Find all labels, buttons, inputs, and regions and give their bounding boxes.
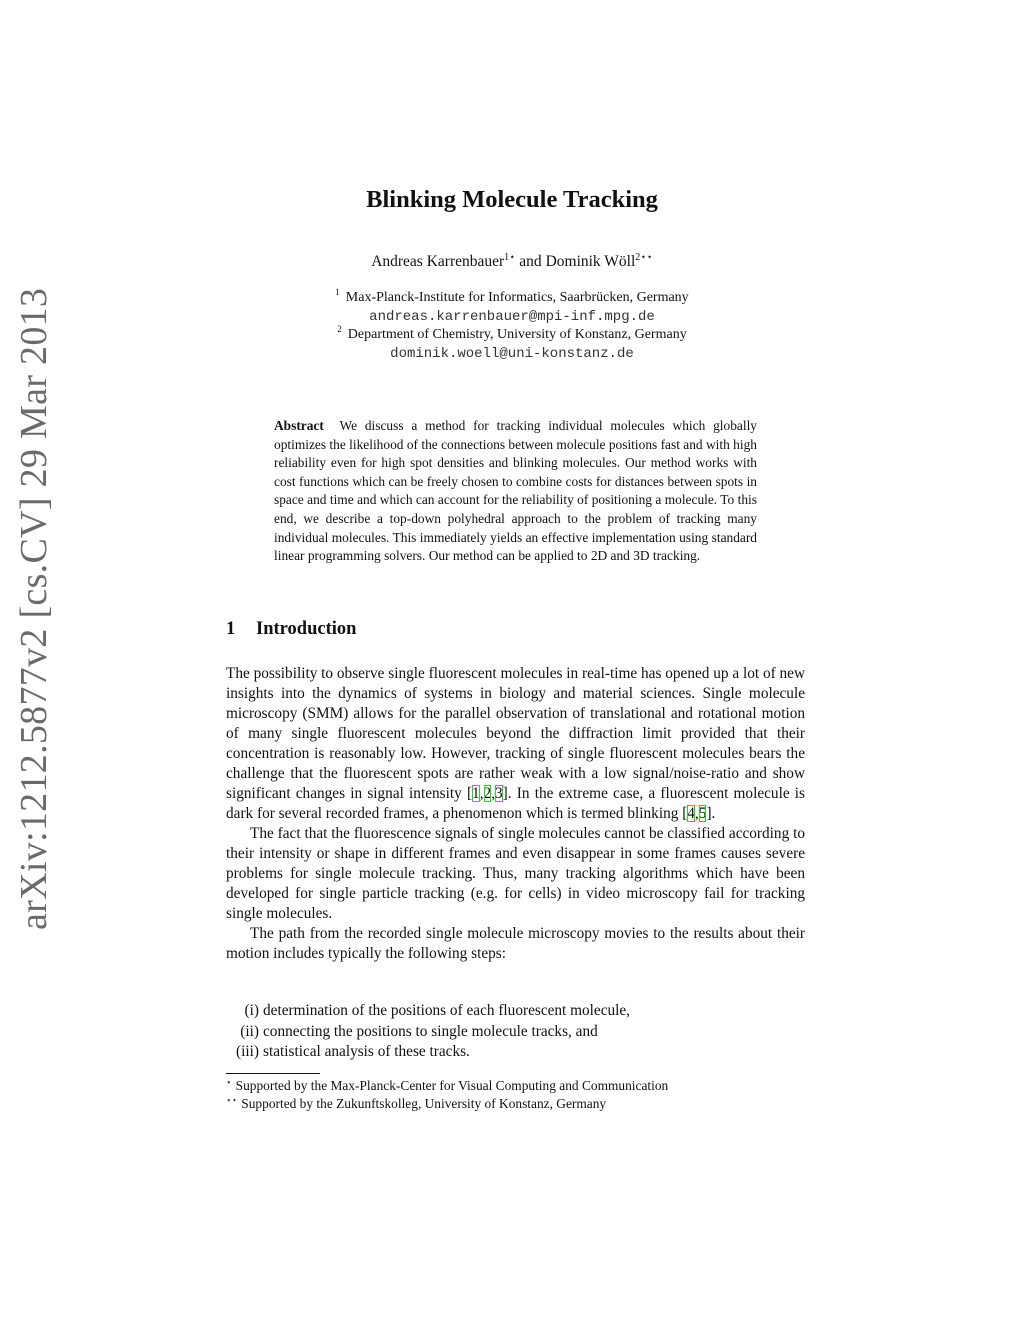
footnotes [226, 1077, 805, 1113]
affiliation-1-institution: Max-Planck-Institute for Informatics, Saarbrücken, Germany [345, 290, 689, 305]
citation-separator: , [479, 785, 484, 802]
list-item [226, 1001, 805, 1022]
author-joiner: and [519, 253, 542, 270]
footnote [226, 1095, 805, 1113]
paragraph-1-text: The possibility to observe single fluorescent molecules in real-time has opened up a lot of new insights into the dynamics of systems in biology and material sciences. Single molecule microscopy (SMM) allows for the parallel observation of translational and rotational motion of many single fluorescent molecules beyond the diffraction limit provided that their concentration is reasonably low. However, tracking of single fluorescent molecules bears the challenge that the fluorescent spots are rather weak with a low signal/noise-ratio and show significant changes in signal intensity [ [226, 665, 806, 802]
list-item-marker: (ii) [240, 1022, 259, 1040]
list-item [226, 1042, 805, 1063]
citation-separator: , [694, 805, 699, 822]
paragraph-1 [226, 664, 805, 824]
paragraph-2: The fact that the fluorescence signals of single molecules cannot be classified according to their intensity or shape in different frames and even disappear in some frames causes severe problems for single molecule tracking. Thus, many tracking algorithms which have been developed for single particle tracking (e.g. for cells) in video microscopy fail for tracking single molecules. [226, 825, 805, 922]
author-line [0, 253, 1024, 271]
paper-title: Blinking Molecule Tracking [366, 186, 658, 213]
section-title: Introduction [256, 619, 357, 639]
author-1-name: Andreas Karrenbauer [371, 253, 505, 270]
footnote-mark: ⋆ [226, 1077, 232, 1087]
section-number: 1 [226, 619, 236, 639]
citation-link[interactable]: 1 [472, 785, 480, 802]
affiliation-2-mark: 2 [337, 324, 342, 334]
abstract-label: Abstract [274, 418, 324, 433]
citation-separator: , [491, 785, 496, 802]
list-item-text: determination of the positions of each fluorescent molecule, [263, 1002, 631, 1019]
section-heading [226, 619, 356, 640]
author-2-name: Dominik Wöll [545, 253, 636, 270]
list-item [226, 1022, 805, 1043]
paragraph-1-text-cont: ]. In the extreme case, a fluorescent molecule is dark for several recorded frames, a phenomenon which is termed blinking [ [226, 785, 806, 822]
citation-link[interactable]: 4 [687, 805, 695, 822]
introduction-body [226, 664, 805, 964]
author-2-mark: 2⋆⋆ [635, 252, 653, 263]
footnote-text: Supported by the Max-Planck-Center for Visual Computing and Communication [235, 1078, 669, 1093]
affiliation-2-email[interactable]: dominik.woell@uni-konstanz.de [390, 346, 634, 362]
abstract [274, 417, 757, 566]
author-1-mark: 1⋆ [504, 252, 516, 263]
affiliation-1-mark: 1 [335, 287, 340, 297]
list-item-marker: (iii) [236, 1043, 259, 1060]
list-item-text: statistical analysis of these tracks. [263, 1043, 470, 1060]
affiliation-2 [0, 324, 1024, 343]
arxiv-identifier: arXiv:1212.5877v2 [cs.CV] 29 Mar 2013 [13, 287, 55, 930]
affiliation-1 [0, 287, 1024, 306]
affiliation-2-institution: Department of Chemistry, University of Konstanz, Germany [347, 327, 687, 342]
footnote [226, 1077, 805, 1095]
steps-list [226, 1001, 805, 1063]
citation-link[interactable]: 2 [483, 785, 492, 802]
list-item-text: connecting the positions to single molecule tracks, and [263, 1022, 598, 1040]
paragraph-3: The path from the recorded single molecule microscopy movies to the results about their motion includes typically the following steps: [226, 925, 805, 962]
footnote-divider [226, 1073, 320, 1074]
footnote-mark: ⋆⋆ [226, 1095, 238, 1105]
citation-link[interactable]: 5 [698, 805, 707, 822]
abstract-text: We discuss a method for tracking individual molecules which globally optimizes the likelihood of the connections between molecule positions fast and with high reliability even for high spot densities and blinking molecules. Our method works with cost functions which can be freely chosen to combine costs for distances between spots in space and time and which can account for the reliability of positioning a molecule. To this end, we describe a top-down polyhedral approach to the problem of tracking many individual molecules. This immediately yields an effective implementation using standard linear programming solvers. Our method can be applied to 2D and 3D tracking. [274, 418, 757, 564]
list-item-marker: (i) [244, 1002, 259, 1019]
affiliation-1-email[interactable]: andreas.karrenbauer@mpi-inf.mpg.de [369, 309, 655, 325]
footnote-text: Supported by the Zukunftskolleg, University of Konstanz, Germany [241, 1096, 607, 1111]
paragraph-1-text-end: ]. [706, 805, 716, 822]
citation-link[interactable]: 3 [495, 785, 503, 802]
